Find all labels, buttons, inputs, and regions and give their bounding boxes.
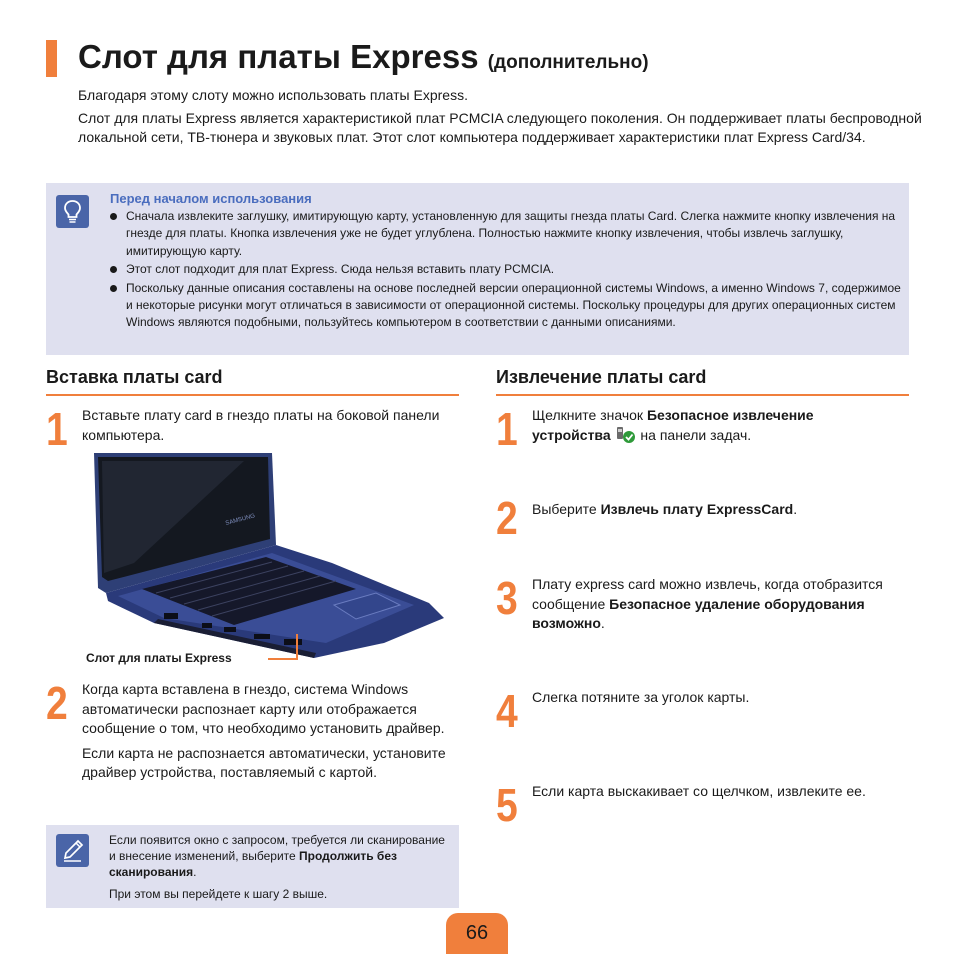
remove-step-1-text xyxy=(532,406,892,445)
safely-remove-hardware-icon xyxy=(615,426,637,444)
title-accent-bar xyxy=(46,40,57,77)
remove-step-3-text xyxy=(532,575,902,634)
remove-step-4-text: Слегка потяните за уголок карты. xyxy=(532,689,750,705)
bullet-icon xyxy=(110,266,117,273)
note-text-a: Если появится окно с запросом, требуется ли сканирование и внесение изменений, выберите xyxy=(109,833,445,863)
note-text-bold: Продолжить без сканирования xyxy=(109,849,397,879)
remove-step-3-text-c: . xyxy=(600,615,605,631)
remove-step-2-number: 2 xyxy=(496,492,518,544)
note-paragraph-2: При этом вы перейдете к шагу 2 выше. xyxy=(109,887,328,901)
insert-step-1-number: 1 xyxy=(46,403,68,455)
tip-heading: Перед началом использования xyxy=(110,191,312,206)
callout-line-vertical xyxy=(296,634,298,660)
remove-section-title: Извлечение платы card xyxy=(496,367,707,387)
remove-step-3-text-bold: Безопасное удаление оборудования возможно xyxy=(532,595,865,631)
remove-step-5-number: 5 xyxy=(496,779,518,831)
note-paragraph-1 xyxy=(109,832,449,880)
tip-item-text: Поскольку данные описания составлены на основе последней версии операционной системы Windows, а именно Windows 7, содержимое и некоторые рисунки могут отличаться в зависимости от операционной системы. Поскольку процедуры для других операционных систем Windows являются подобными, пользуйтесь компьютером в соответствии с данными описаниями. xyxy=(126,280,901,330)
page-title xyxy=(78,38,649,76)
note-text xyxy=(109,832,449,902)
remove-step-1-text-a: Щелкните значок xyxy=(532,407,647,423)
callout-line-horizontal xyxy=(268,658,298,660)
remove-step-3-text-a: Плату express card можно извлечь, когда отобразится сообщение xyxy=(532,576,883,612)
bullet-icon xyxy=(110,285,117,292)
insert-section-rule xyxy=(46,394,459,396)
tip-item-text: Этот слот подходит для плат Express. Сюда нельзя вставить плату PCMCIA. xyxy=(126,262,555,277)
remove-step-1-text-bold: Безопасное извлечение устройства xyxy=(532,407,814,443)
remove-step-2-text-c: . xyxy=(793,501,798,517)
remove-step-1-text-c: на панели задач. xyxy=(636,426,752,443)
laptop-brand-logo: SAMSUNG xyxy=(224,513,256,527)
intro-paragraph-1: Благодаря этому слоту можно использовать платы Express. xyxy=(78,87,468,103)
note-text-c: . xyxy=(193,865,197,879)
tip-item xyxy=(108,261,908,278)
bullet-icon xyxy=(110,213,117,220)
lightbulb-icon xyxy=(56,195,89,228)
remove-section-rule xyxy=(496,394,909,396)
intro xyxy=(78,86,938,148)
remove-step-2-text-a: Выберите xyxy=(532,501,601,517)
page-title-subtitle: (дополнительно) xyxy=(487,52,649,73)
tip-item xyxy=(108,208,908,260)
insert-step-2-paragraph-2: Если карта не распознается автоматически, установите драйвер устройства, поставляемый с картой. xyxy=(82,744,446,780)
remove-step-4-number: 4 xyxy=(496,685,518,737)
remove-step-1-number: 1 xyxy=(496,403,518,455)
tip-list xyxy=(108,208,908,333)
remove-step-2-text-bold: Извлечь плату ExpressCard xyxy=(600,501,794,517)
page-number: 66 xyxy=(465,922,489,944)
remove-step-5-text: Если карта выскакивает со щелчком, извлеките ее. xyxy=(532,783,866,799)
insert-step-2-text xyxy=(82,680,457,783)
page-title-main: Слот для платы Express xyxy=(78,38,479,75)
intro-paragraph-2: Слот для платы Express является характеристикой плат PCMCIA следующего поколения. Он поддерживает платы беспроводной локальной сети, ТВ-тюнера и звуковых плат. Этот слот компьютера поддерживает характеристики плат Express Card/34. xyxy=(78,109,922,145)
insert-section-title: Вставка платы card xyxy=(46,367,223,387)
express-slot-label: Слот для платы Express xyxy=(86,651,232,665)
pencil-note-icon xyxy=(56,834,89,867)
insert-step-2-number: 2 xyxy=(46,677,68,729)
insert-step-1-text: Вставьте плату card в гнездо платы на боковой панели компьютера. xyxy=(82,407,440,443)
tip-item xyxy=(108,280,908,332)
insert-step-2-paragraph-1: Когда карта вставлена в гнездо, система Windows автоматически распознает карту или отображается сообщение о том, что необходимо установить драйвер. xyxy=(82,681,445,736)
remove-step-3-number: 3 xyxy=(496,572,518,624)
tip-item-text: Сначала извлеките заглушку, имитирующую карту, установленную для защиты гнезда платы Card. Слегка нажмите кнопку извлечения на гнезде для платы. Кнопка извлечения уже не будет углублена. Полностью нажмите кнопку извлечения, чтобы извлечь заглушку, имитирующую карту. xyxy=(126,209,896,258)
remove-step-2-text xyxy=(532,500,892,520)
laptop-illustration xyxy=(94,453,458,658)
